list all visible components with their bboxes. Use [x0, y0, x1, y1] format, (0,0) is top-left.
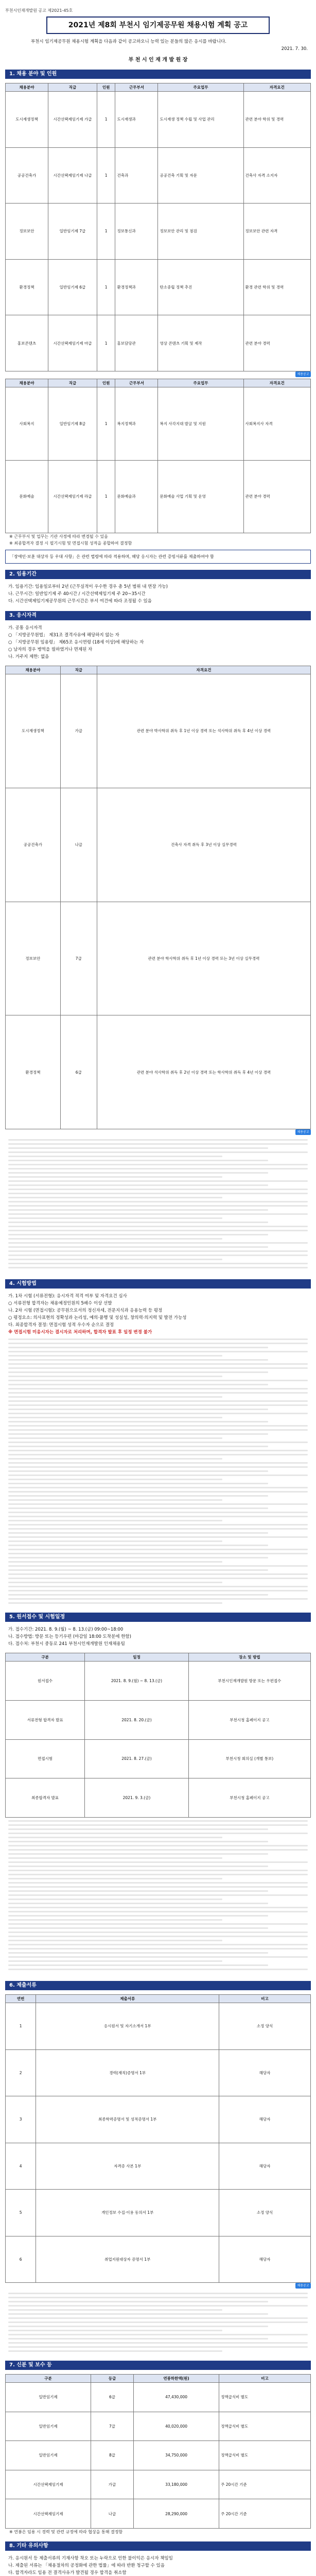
text-block — [5, 1820, 311, 1975]
column-header: 인원 — [97, 379, 115, 387]
section-heading-1: 1. 채용 분야 및 인원 — [5, 70, 311, 79]
exam-item: ○ 평정요소: 의사표현의 정확성과 논리성, 예의·품행 및 성실성, 창의력·의지력 및 발전 가능성 — [8, 1315, 187, 1320]
table-cell: 8급 — [91, 2441, 134, 2470]
table-cell: 건축사 자격 취득 후 3년 이상 실무경력 — [97, 788, 310, 902]
column-header: 연봉하한액(원) — [134, 2375, 219, 2383]
table-cell: 1 — [97, 204, 115, 260]
table-cell: 문화예술 — [6, 460, 48, 533]
salary-note: ※ 연봉은 임용 시 경력 및 관련 규정에 따라 협상을 통해 결정함 — [9, 2530, 123, 2534]
column-header: 직급 — [60, 666, 97, 674]
section-heading-8: 8. 기타 유의사항 — [5, 2541, 311, 2551]
table-cell: 6 — [6, 2236, 36, 2283]
column-header: 비고 — [219, 1995, 311, 2003]
table-header-row — [6, 1653, 311, 1662]
column-header: 일정 — [85, 1653, 189, 1662]
table-cell: 시간선택제임기제 라급 — [48, 460, 97, 533]
table-cell: 가급 — [91, 2470, 134, 2499]
table-row — [6, 2383, 311, 2412]
column-header: 주요업무 — [158, 379, 243, 387]
table-row — [6, 902, 311, 1015]
column-header: 채용분야 — [6, 379, 48, 387]
table-cell: 사회복지사 자격 — [243, 387, 310, 461]
table-cell: 정보통신과 — [115, 204, 158, 260]
table-header-row — [6, 379, 311, 387]
table-cell: 부천시청 회의실 (개별 통보) — [188, 1739, 310, 1778]
table-cell: 2021. 8. 20.(금) — [85, 1700, 189, 1739]
table-cell: 공공건축 기획 및 자문 — [158, 147, 243, 204]
table-row — [6, 2049, 311, 2096]
column-header: 제출서류 — [36, 1995, 219, 2003]
column-header: 자격요건 — [243, 379, 310, 387]
notice-number: 부천시인재개발원 공고 제2021-45호 — [5, 8, 73, 13]
table-cell: 개인정보 수집·이용 동의서 1부 — [36, 2190, 219, 2236]
table-cell: 5 — [6, 2190, 36, 2236]
column-header: 직급 — [48, 83, 97, 92]
table-cell: 6급 — [91, 2383, 134, 2412]
table-cell: 관련 분야 경력 — [243, 460, 310, 533]
table-cell: 소정 양식 — [219, 2003, 311, 2050]
qual-item: ○ 남자의 경우 병역을 필하였거나 면제된 자 — [8, 647, 93, 652]
table-row — [6, 2143, 311, 2190]
column-header: 구분 — [6, 2375, 91, 2383]
apply-item: 다. 접수처: 부천시 중동로 241 부천시인재개발원 인재채용팀 — [8, 1641, 125, 1647]
table-cell: 관련 분야 박사학위 취득 후 1년 이상 경력 또는 석사학위 취득 후 4년 이상 경력 — [97, 674, 310, 788]
table-cell: 일반임기제 6급 — [48, 259, 97, 315]
table-cell: 1 — [97, 387, 115, 461]
table-header-row — [6, 2375, 311, 2383]
table-cell: 환경정책 — [6, 259, 48, 315]
table-cell: 서류전형 합격자 발표 — [6, 1700, 85, 1739]
table-cell: 1 — [97, 315, 115, 371]
table-cell: 47,430,000 — [134, 2383, 219, 2412]
text-block — [5, 2293, 311, 2354]
table-cell: 원서접수 — [6, 1662, 85, 1701]
section-heading-2: 2. 임용기간 — [5, 570, 311, 579]
table-cell: 1 — [97, 147, 115, 204]
table-cell: 영상 콘텐츠 기획 및 제작 — [158, 315, 243, 371]
table-cell: 일반임기제 — [6, 2441, 91, 2470]
table-header-row — [6, 1995, 311, 2003]
table-cell: 도시재생정책 — [6, 92, 48, 148]
table-row — [6, 2412, 311, 2441]
table-cell: 시간선택제임기제 — [6, 2470, 91, 2499]
section-heading-6: 6. 제출서류 — [5, 1981, 311, 1990]
table-cell: 시간선택제임기제 나급 — [48, 147, 97, 204]
table-cell: 정보보안 관리 및 점검 — [158, 204, 243, 260]
table-cell: 문화예술 사업 기획 및 운영 — [158, 460, 243, 533]
table-cell: 해당자 — [219, 2049, 311, 2096]
table-header-row — [6, 83, 311, 92]
table-row — [6, 788, 311, 902]
table-row — [6, 2190, 311, 2236]
table-cell: 정보보안 관련 자격 — [243, 204, 310, 260]
table-cell: 주 20시간 기준 — [219, 2499, 311, 2529]
schedule-table — [5, 1653, 311, 1818]
salary-table — [5, 2374, 311, 2529]
table-cell: 공공건축가 — [6, 788, 61, 902]
column-header: 인원 — [97, 83, 115, 92]
misc-item: 가. 응시원서 등 제출서류의 기재사항 착오 또는 누락으로 인한 불이익은 응시자 책임임 — [8, 2556, 173, 2561]
qual-item: 가. 공통 응시자격 — [8, 625, 42, 631]
column-header: 구분 — [6, 1653, 85, 1662]
table-note-2: ※ 최종합격자 결정 시 필기시험 및 면접시험 성적을 종합하여 결정함 — [9, 541, 132, 546]
table-row — [6, 2003, 311, 2050]
table-row — [6, 2441, 311, 2470]
misc-item: 다. 합격자라도 임용 전 결격사유가 발견될 경우 합격을 취소함 — [8, 2570, 127, 2575]
table-cell: 문화예술과 — [115, 460, 158, 533]
section-heading-7: 7. 신분 및 보수 등 — [5, 2361, 311, 2370]
table-cell: 1 — [6, 2003, 36, 2050]
table-cell: 정액급식비 별도 — [219, 2441, 311, 2470]
table-cell: 나급 — [60, 788, 97, 902]
table-cell: 공공건축가 — [6, 147, 48, 204]
term-item: 나. 근무시간: 일반임기제 주 40시간 / 시간선택제임기제 주 20~35시간 — [8, 591, 146, 597]
table-cell: 정보보안 — [6, 204, 48, 260]
table-cell: 1 — [97, 92, 115, 148]
table-cell: 6급 — [60, 1015, 97, 1129]
table-cell: 일반임기제 7급 — [48, 204, 97, 260]
table-cell: 도시재생정책 — [6, 674, 61, 788]
table-row — [6, 92, 311, 148]
table-cell: 28,290,000 — [134, 2499, 219, 2529]
table-cell: 취업지원대상자 증명서 1부 — [36, 2236, 219, 2283]
page-title — [46, 16, 270, 34]
qual-item: ○ 「지방공무원법」 제31조 결격사유에 해당하지 않는 자 — [8, 633, 119, 638]
table-cell: 부천시청 홈페이지 공고 — [188, 1778, 310, 1818]
table-row — [6, 2236, 311, 2283]
badge: 채용공고 — [295, 371, 311, 377]
column-header: 자격요건 — [97, 666, 310, 674]
section-heading-4: 4. 시험방법 — [5, 1279, 311, 1289]
column-header: 비고 — [219, 2375, 311, 2383]
table-cell: 7급 — [91, 2412, 134, 2441]
column-header: 채용분야 — [6, 666, 61, 674]
table-cell: 부천시청 홈페이지 공고 — [188, 1700, 310, 1739]
text-block — [5, 1338, 311, 1606]
title-text: 2021년 제8회 부천시 임기제공무원 채용시험 계획 공고 — [68, 21, 248, 29]
notice-date: 2021. 7. 30. — [281, 46, 308, 52]
column-header: 연번 — [6, 1995, 36, 2003]
table-cell: 해당자 — [219, 2096, 311, 2143]
table-cell: 2021. 8. 27.(금) — [85, 1739, 189, 1778]
table-cell: 관련 분야 석사학위 취득 후 2년 이상 경력 또는 학사학위 취득 후 4년 이상 경력 — [97, 1015, 310, 1129]
table-cell: 관련 분야 학위 및 경력 — [243, 92, 310, 148]
table-cell: 4 — [6, 2143, 36, 2190]
table-cell: 2021. 9. 3.(금) — [85, 1778, 189, 1818]
table-cell: 자격증 사본 1부 — [36, 2143, 219, 2190]
badge: 채용공고 — [295, 1129, 311, 1135]
recruit-table-continued — [5, 379, 311, 533]
table-cell: 34,750,000 — [134, 2441, 219, 2470]
table-row — [6, 1739, 311, 1778]
table-row — [6, 315, 311, 371]
table-row — [6, 2499, 311, 2529]
table-cell: 40,020,000 — [134, 2412, 219, 2441]
table-cell: 시간선택제임기제 — [6, 2499, 91, 2529]
table-cell: 소정 양식 — [219, 2190, 311, 2236]
table-cell: 일반임기제 — [6, 2412, 91, 2441]
table-cell: 사회복지 — [6, 387, 48, 461]
table-row — [6, 387, 311, 461]
table-row — [6, 1662, 311, 1701]
table-cell: 복지 사각지대 발굴 및 지원 — [158, 387, 243, 461]
column-header: 직급 — [48, 379, 97, 387]
qual-item: 나. 거주지 제한: 없음 — [8, 654, 49, 659]
table-cell: 정액급식비 별도 — [219, 2412, 311, 2441]
table-cell: 1 — [97, 460, 115, 533]
table-cell: 환경정책 — [6, 1015, 61, 1129]
column-header: 근무부서 — [115, 83, 158, 92]
table-cell: 정액급식비 별도 — [219, 2383, 311, 2412]
table-cell: 환경 관련 학위 및 경력 — [243, 259, 310, 315]
section-heading-3: 3. 응시자격 — [5, 611, 311, 620]
recruit-table — [5, 83, 311, 371]
table-cell: 2021. 8. 9.(월) ~ 8. 13.(금) — [85, 1662, 189, 1701]
table-row — [6, 1778, 311, 1818]
table-cell: 관련 분야 경력 — [243, 315, 310, 371]
table-row — [6, 204, 311, 260]
table-cell: 나급 — [91, 2499, 134, 2529]
table-cell: 면접시험 — [6, 1739, 85, 1778]
table-header-row — [6, 666, 311, 674]
column-header: 장소 및 방법 — [188, 1653, 310, 1662]
table-cell: 환경정책과 — [115, 259, 158, 315]
term-item: 다. 시간선택제임기제공무원의 근무시간은 부서 여건에 따라 조정될 수 있음 — [8, 599, 152, 604]
table-row — [6, 674, 311, 788]
table-cell: 부천시인재개발원 방문 또는 우편접수 — [188, 1662, 310, 1701]
table-cell: 건축사 자격 소지자 — [243, 147, 310, 204]
column-header: 채용분야 — [6, 83, 48, 92]
apply-item: 가. 접수기간: 2021. 8. 9.(월) ~ 8. 13.(금) 09:00~18:00 — [8, 1627, 124, 1632]
qual-item: ○ 「지방공무원 임용령」 제65조 응시연령 (18세 이상)에 해당하는 자 — [8, 640, 144, 645]
misc-item: 나. 제출된 서류는 「채용절차의 공정화에 관한 법률」에 따라 반환 청구할 수 있음 — [8, 2563, 165, 2568]
table-cell: 가급 — [60, 674, 97, 788]
table-cell: 관련 분야 학사학위 취득 후 1년 이상 경력 또는 3년 이상 실무경력 — [97, 902, 310, 1015]
table-cell: 3 — [6, 2096, 36, 2143]
table-cell: 주 20시간 기준 — [219, 2470, 311, 2499]
table-row — [6, 2096, 311, 2143]
table-row — [6, 1700, 311, 1739]
table-cell: 건축과 — [115, 147, 158, 204]
column-header: 주요업무 — [158, 83, 243, 92]
preference-notice: 「장애인·보훈 대상자 등 우대 사항」은 관련 법령에 따라 적용하며, 해당 응시자는 관련 증빙서류를 제출하여야 함 — [5, 550, 311, 564]
table-cell: 일반임기제 8급 — [48, 387, 97, 461]
table-row — [6, 2470, 311, 2499]
table-cell: 해당자 — [219, 2143, 311, 2190]
table-row — [6, 460, 311, 533]
table-cell: 도시재생과 — [115, 92, 158, 148]
documents-table — [5, 1994, 311, 2283]
table-cell: 정보보안 — [6, 902, 61, 1015]
issuing-org: 부 천 시 인 재 개 발 원 장 — [128, 57, 188, 63]
table-note-1: ※ 근무부서 및 업무는 기관 사정에 따라 변경될 수 있음 — [9, 534, 108, 539]
table-cell: 2 — [6, 2049, 36, 2096]
badge: 채용공고 — [295, 2283, 311, 2289]
text-block — [5, 1139, 311, 1273]
table-cell: 탄소중립 정책 추진 — [158, 259, 243, 315]
exam-item: ○ 서류전형 합격자는 채용예정인원의 5배수 이상 선발 — [8, 1301, 112, 1306]
table-cell: 7급 — [60, 902, 97, 1015]
table-cell: 시간선택제임기제 가급 — [48, 92, 97, 148]
notice-page — [5, 0, 311, 2576]
term-item: 가. 임용기간: 임용일로부터 2년 (근무실적이 우수한 경우 총 5년 범위 내 연장 가능) — [8, 584, 168, 589]
table-cell: 복지정책과 — [115, 387, 158, 461]
column-header: 등급 — [91, 2375, 134, 2383]
table-cell: 일반임기제 — [6, 2383, 91, 2412]
column-header: 근무부서 — [115, 379, 158, 387]
exam-item: 다. 최종합격자 결정: 면접시험 성적 우수자 순으로 결정 — [8, 1323, 114, 1328]
section-heading-5: 5. 원서접수 및 시험일정 — [5, 1613, 311, 1622]
table-row — [6, 1015, 311, 1129]
exam-warning: ※ 면접시험 미응시자는 결시자로 처리하며, 합격자 발표 후 일정 변경 불가 — [8, 1330, 152, 1335]
table-cell: 최종합격자 발표 — [6, 1778, 85, 1818]
table-cell: 경력(재직)증명서 1부 — [36, 2049, 219, 2096]
table-cell: 응시원서 및 자기소개서 1부 — [36, 2003, 219, 2050]
table-cell: 최종학력증명서 및 성적증명서 1부 — [36, 2096, 219, 2143]
table-cell: 도시재생 정책 수립 및 사업 관리 — [158, 92, 243, 148]
table-row — [6, 259, 311, 315]
exam-item: 가. 1차 시험 (서류전형): 응시자격 적격 여부 및 자격요건 심사 — [8, 1294, 127, 1299]
table-cell: 33,180,000 — [134, 2470, 219, 2499]
table-cell: 해당자 — [219, 2236, 311, 2283]
table-cell: 홍보담당관 — [115, 315, 158, 371]
table-cell: 홍보콘텐츠 — [6, 315, 48, 371]
intro-text: 부천시 임기제공무원 채용시험 계획을 다음과 같이 공고하오니 능력 있는 분들의 많은 응시를 바랍니다. — [31, 39, 226, 44]
table-cell: 1 — [97, 259, 115, 315]
column-header: 자격요건 — [243, 83, 310, 92]
table-row — [6, 147, 311, 204]
exam-item: 나. 2차 시험 (면접시험): 공무원으로서의 정신자세, 전문지식과 응용능력 등 평정 — [8, 1308, 163, 1313]
apply-item: 나. 접수방법: 방문 또는 등기우편 (마감일 18:00 도착분에 한함) — [8, 1634, 131, 1639]
table-cell: 시간선택제임기제 마급 — [48, 315, 97, 371]
qualification-table — [5, 666, 311, 1129]
